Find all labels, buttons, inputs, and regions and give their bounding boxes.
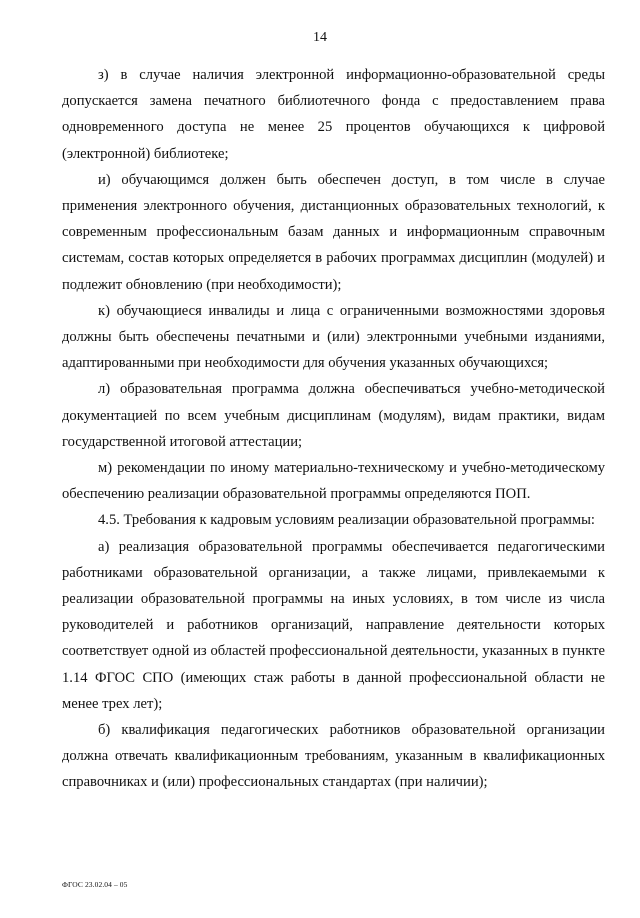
paragraph-k: к) обучающиеся инвалиды и лица с ограниченными возможностями здоровья должны быть обеспечены печатными и (или) электронными учебными изданиями, адаптированными при необходимости для обучения указанных обучающихся;	[62, 302, 605, 372]
section-heading-4-5: 4.5. Требования к кадровым условиям реализации образовательной программы:	[98, 512, 595, 529]
footer-doc-code: ФГОС 23.02.04 – 05	[62, 880, 128, 889]
document-body	[62, 62, 605, 796]
paragraph-l: л) образовательная программа должна обеспечиваться учебно-методической документацией по всем учебным дисциплинам (модулям), видам практики, видам государственной итоговой аттестации;	[62, 381, 605, 450]
paragraph-m: м) рекомендации по иному материально-техническому и учебно-методическому обеспечению реализации образовательной программы определяются ПОП.	[62, 460, 605, 503]
paragraph-i: и) обучающимся должен быть обеспечен доступ, в том числе в случае применения электронного обучения, дистанционных образовательных технологий, к современным профессиональным базам данных и информационным справочным системам, состав которых определяется в рабочих программах дисциплин (модулей) и подлежит обновлению (при необходимости);	[62, 171, 605, 293]
paragraph-z: з) в случае наличия электронной информационно-образовательной среды допускается замена печатного библиотечного фонда с предоставлением права одновременного доступа не менее 25 процентов обучающихся к цифровой (электронной) библиотеке;	[62, 67, 605, 162]
paragraph-b: б) квалификация педагогических работников образовательной организации должна отвечать квалификационным требованиям, указанным в квалификационных справочниках и (или) профессиональных стандартах (при наличии);	[62, 722, 605, 791]
page-number: 14	[313, 30, 327, 45]
paragraph-a: а) реализация образовательной программы обеспечивается педагогическими работниками образовательной организации, а также лицами, привлекаемыми к реализации образовательной программы на иных условиях, в том числе из числа руководителей и работников организаций, направление деятельности которых соответствует одной из областей профессиональной деятельности, указанных в пункте 1.14 ФГОС СПО (имеющих стаж работы в данной профессиональной области не менее трех лет);	[62, 538, 605, 712]
